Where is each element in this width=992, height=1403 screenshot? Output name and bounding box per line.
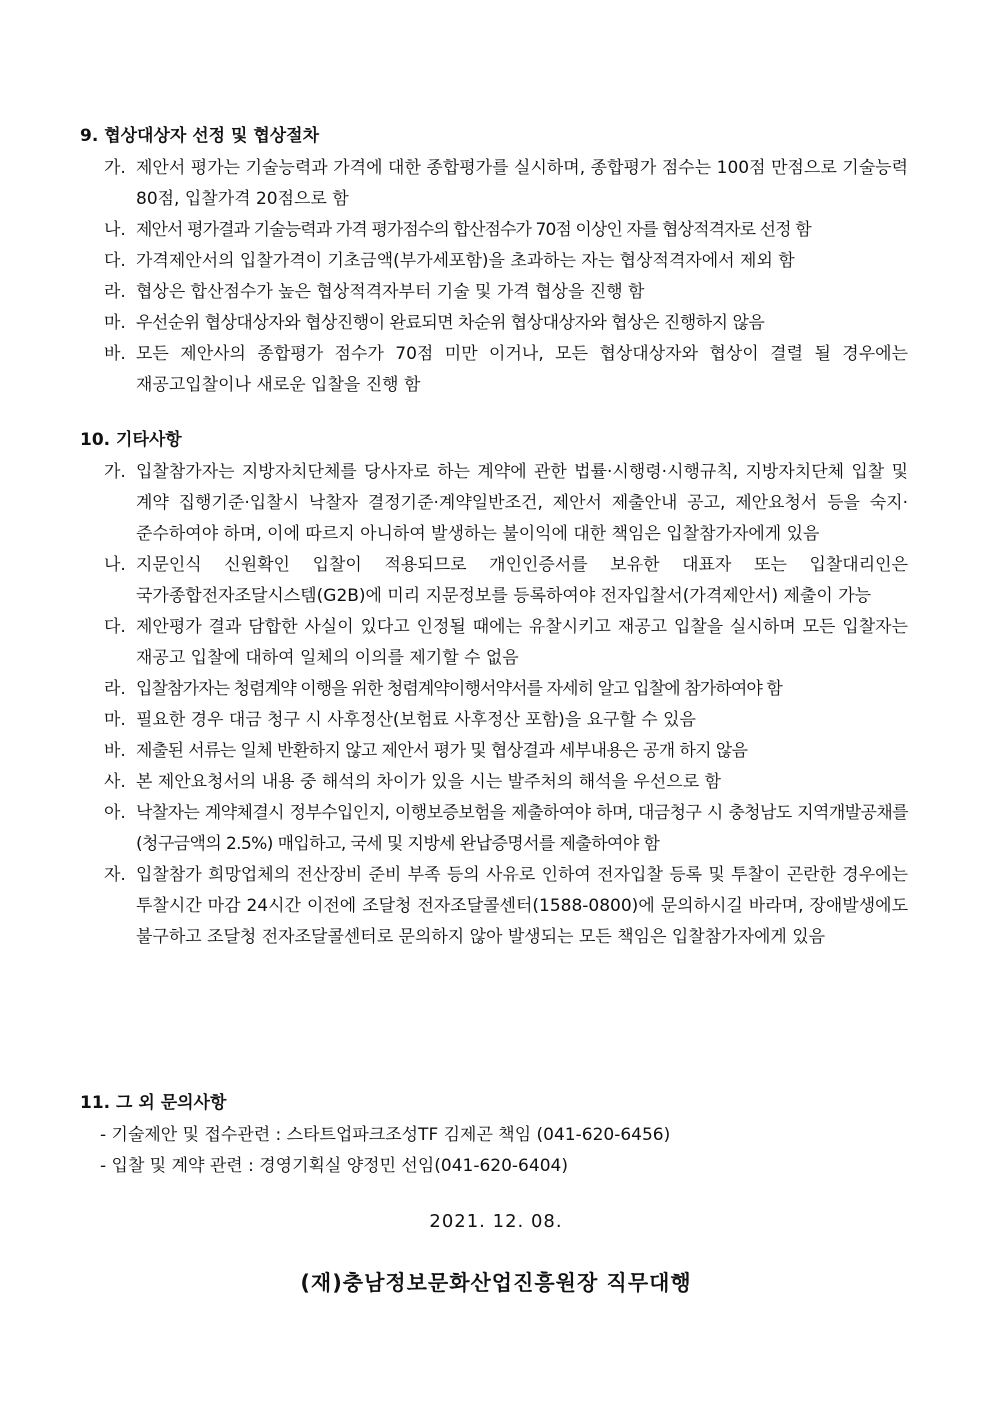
list-item: [80, 246, 920, 277]
item-text: 입찰참가자는 청렴계약 이행을 위한 청렴계약이행서약서를 자세히 알고 입찰에 참가하여야 함: [136, 679, 782, 699]
item-marker: 마.: [104, 313, 126, 333]
item-marker: 라.: [104, 679, 126, 699]
contact-line: - 입찰 및 계약 관련 : 경영기획실 양정민 선임(041-620-6404): [100, 1156, 568, 1176]
item-text: 제안평가 결과 담합한 사실이 있다고 인정될 때에는 유찰시키고 재공고 입찰을 실시하며 모든 입찰자는 재공고 입찰에 대하여 일체의 이의를 제기할 수 없음: [136, 617, 908, 668]
contact-line: - 기술제안 및 접수관련 : 스타트업파크조성TF 김제곤 책임 (041-620-6456): [100, 1125, 671, 1145]
list-item: [80, 798, 920, 860]
item-text: 입찰참가자는 지방자치단체를 당사자로 하는 계약에 관한 법률·시행령·시행규칙, 지방자치단체 입찰 및 계약 집행기준·입찰시 낙찰자 결정기준·계약일반조건, 제안서 제출안내 공고, 제안요청서 등을 숙지·준수하여야 하며, 이에 따르지 아니하여 발생하는 불이익에 대한 책임은 입찰참가자에게 있음: [136, 462, 908, 544]
list-item: [80, 215, 920, 246]
item-marker: 가.: [104, 462, 126, 482]
list-item: [80, 612, 920, 674]
item-marker: 아.: [104, 803, 126, 823]
item-text: 낙찰자는 계약체결시 정부수입인지, 이행보증보험을 제출하여야 하며, 대금청구 시 충청남도 지역개발공채를(청구금액의 2.5%) 매입하고, 국세 및 지방세 완납증명서를 제출하여야 함: [136, 803, 908, 854]
list-item: [80, 767, 920, 798]
item-text: 필요한 경우 대금 청구 시 사후정산(보험료 사후정산 포함)을 요구할 수 있음: [136, 710, 696, 730]
list-item: [80, 860, 920, 953]
item-text: 입찰참가 희망업체의 전산장비 준비 부족 등의 사유로 인하여 전자입찰 등록 및 투찰이 곤란한 경우에는 투찰시간 마감 24시간 이전에 조달청 전자조달콜센터(1588-0800)에 문의하시길 바라며, 장애발생에도 불구하고 조달청 전자조달콜센터로 문의하지 않아 발생되는 모든 책임은 입찰참가자에게 있음: [136, 865, 908, 947]
list-item: [80, 550, 920, 612]
item-text: 가격제안서의 입찰가격이 기초금액(부가세포함)을 초과하는 자는 협상적격자에서 제외 함: [136, 251, 795, 271]
document-date: 2021. 12. 08.: [429, 1211, 563, 1232]
list-item: [80, 457, 920, 550]
list-item: [80, 674, 920, 705]
item-marker: 자.: [104, 865, 126, 885]
item-marker: 나.: [104, 220, 126, 240]
item-marker: 다.: [104, 251, 126, 271]
item-text: 우선순위 협상대상자와 협상진행이 완료되면 차순위 협상대상자와 협상은 진행하지 않음: [136, 313, 765, 333]
item-marker: 다.: [104, 617, 126, 637]
list-item: [80, 339, 920, 401]
list-item: [80, 736, 920, 767]
item-marker: 가.: [104, 158, 126, 178]
item-text: 협상은 합산점수가 높은 협상적격자부터 기술 및 가격 협상을 진행 함: [136, 282, 645, 302]
item-text: 모든 제안사의 종합평가 점수가 70점 미만 이거나, 모든 협상대상자와 협상이 결렬 될 경우에는 재공고입찰이나 새로운 입찰을 진행 함: [136, 344, 908, 395]
item-marker: 라.: [104, 282, 126, 302]
section-10: [80, 424, 920, 953]
issuer-signature: (재)충남정보문화산업진흥원장 직무대행: [300, 1271, 692, 1295]
section-11: [80, 1087, 920, 1182]
item-text: 본 제안요청서의 내용 중 해석의 차이가 있을 시는 발주처의 해석을 우선으로 함: [136, 772, 721, 792]
section-heading: 11. 그 외 문의사항: [80, 1093, 227, 1113]
item-text: 제안서 평가결과 기술능력과 가격 평가점수의 합산점수가 70점 이상인 자를 협상적격자로 선정 함: [136, 220, 811, 240]
item-marker: 사.: [104, 772, 126, 792]
list-item: [80, 277, 920, 308]
section-heading: 9. 협상대상자 선정 및 협상절차: [80, 126, 320, 146]
item-marker: 바.: [104, 741, 126, 761]
item-marker: 나.: [104, 555, 126, 575]
list-item: [80, 308, 920, 339]
section-heading: 10. 기타사항: [80, 430, 182, 450]
list-item: [80, 705, 920, 736]
item-marker: 바.: [104, 344, 126, 364]
item-text: 지문인식 신원확인 입찰이 적용되므로 개인인증서를 보유한 대표자 또는 입찰대리인은 국가종합전자조달시스템(G2B)에 미리 지문정보를 등록하여야 전자입찰서(가격제안서) 제출이 가능: [136, 555, 908, 606]
list-item: [80, 153, 920, 215]
item-marker: 마.: [104, 710, 126, 730]
item-text: 제출된 서류는 일체 반환하지 않고 제안서 평가 및 협상결과 세부내용은 공개 하지 않음: [136, 741, 748, 761]
item-text: 제안서 평가는 기술능력과 가격에 대한 종합평가를 실시하며, 종합평가 점수는 100점 만점으로 기술능력 80점, 입찰가격 20점으로 함: [136, 158, 908, 209]
section-9: [80, 120, 920, 401]
